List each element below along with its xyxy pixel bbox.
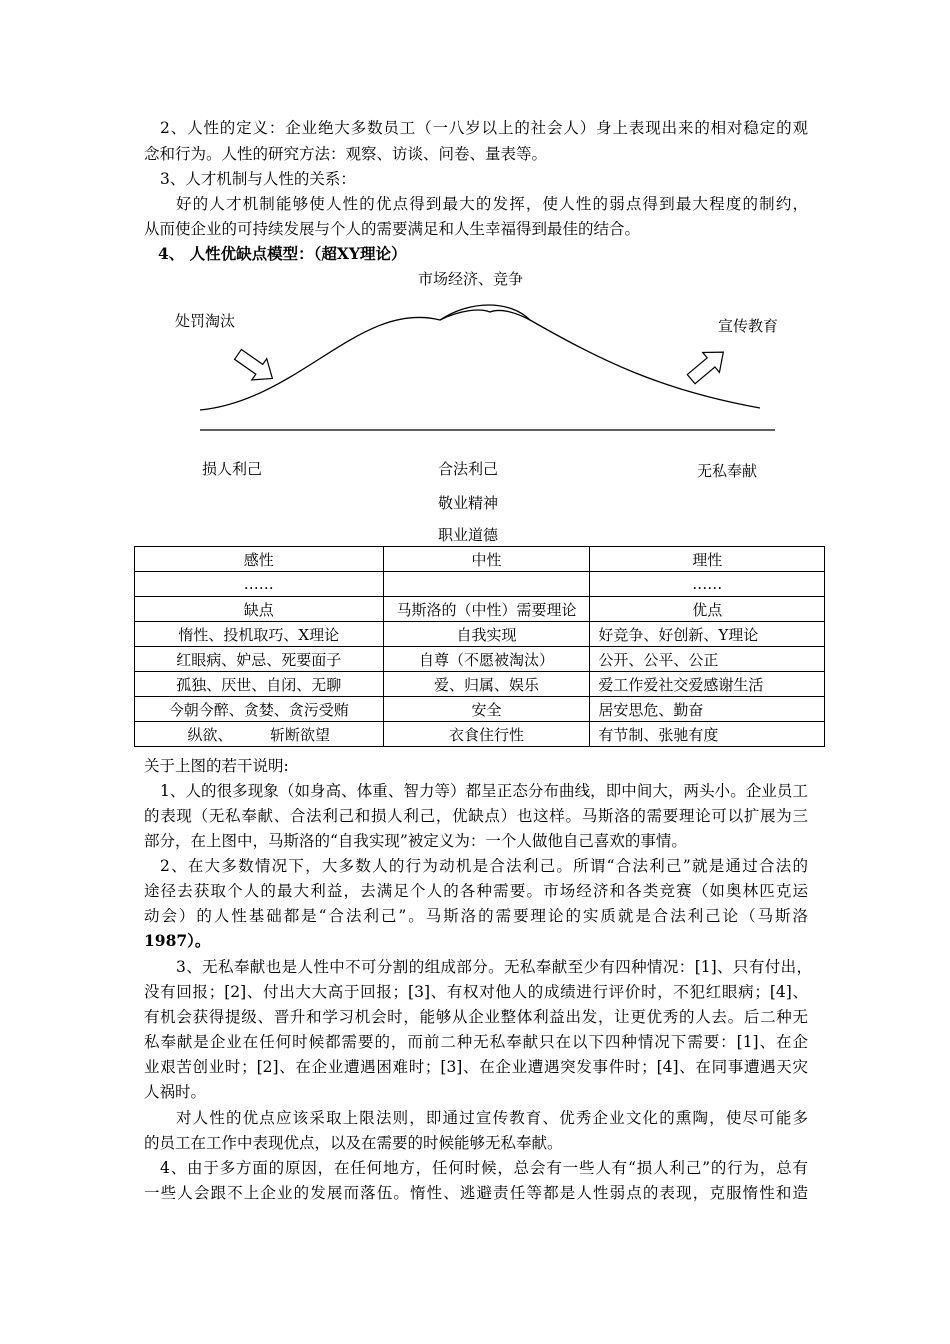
table-cell: 安全 (383, 697, 590, 722)
table-cell: 爱工作爱社交爱感谢生活 (590, 672, 825, 697)
table-cell: 缺点 (135, 597, 384, 622)
table-cell: 居安思危、勤奋 (590, 697, 825, 722)
diagram-left-top-label: 处罚淘汰 (175, 312, 236, 330)
table-cell: 自我实现 (383, 622, 590, 647)
sec3-heading: 3、人才机制与人性的关系： (160, 170, 356, 188)
notes-p5-line: 一些人会跟不上企业的发展而落伍。惰性、逃避责任等都是人性弱点的表现，克服惰性和造 (144, 1184, 808, 1202)
diagram-center-label-3: 职业道德 (438, 526, 499, 544)
table-cell: 好竞争、好创新、Y理论 (590, 622, 825, 647)
table-cell: 衣食住行性 (383, 722, 590, 747)
table-cell: 今朝今醉、贪婪、贪污受贿 (135, 697, 384, 722)
notes-p4-line: 的员工在工作中表现优点，以及在需要的时候能够无私奉献。 (144, 1134, 563, 1152)
sec2-line2: 念和行为。人性的研究方法：观察、访谈、问卷、量表等。 (144, 145, 548, 163)
table-row (135, 647, 825, 672)
sec2-line1: 2、人性的定义：企业绝大多数员工（一八岁以上的社会人）身上表现出来的相对稳定的观 (160, 119, 808, 137)
table-cell: 惰性、投机取巧、X理论 (135, 622, 384, 647)
table-cell: 优点 (590, 597, 825, 622)
notes-p2-line: 途径去获取个人的最大利益，去满足个人的各种需要。市场经济和各类竞赛（如奥林匹克运 (144, 882, 808, 900)
diagram-bottom-left-label: 损人利己 (202, 460, 263, 478)
table-row (135, 622, 825, 647)
table-cell: 感性 (135, 547, 384, 572)
diagram-bottom-right-label: 无私奉献 (697, 462, 758, 480)
diagram-right-top-label: 宣传教育 (718, 317, 779, 335)
table-cell: 自尊（不愿被淘汰） (383, 647, 590, 672)
notes-p1-line: 1、人的很多现象（如身高、体重、智力等）都呈正态分布曲线，即中间大，两头小。企业员工 (160, 782, 808, 800)
notes-p3-line: 有机会获得提级、晋升和学习机会时，能够从企业整体利益出发，让更优秀的人去。后二种无 (144, 1008, 808, 1026)
table-cell: 爱、归属、娱乐 (383, 672, 590, 697)
table-row (135, 597, 825, 622)
notes-p2-line: 1987）。 (144, 931, 211, 950)
table-cell: …… (590, 572, 825, 597)
table-cell: …… (135, 572, 384, 597)
notes-p1-line: 的表现（无私奉献、合法利己和损人利己，优缺点）也这样。马斯洛的需要理论可以扩展为三 (144, 807, 808, 825)
notes-p2-line: 动会）的人性基础都是“合法利己”。马斯洛的需要理论的实质就是合法利己论（马斯洛 (144, 907, 808, 925)
table-cell: 马斯洛的（中性）需要理论 (383, 597, 590, 622)
right-arrow-icon (683, 342, 732, 389)
table-cell: 理性 (590, 547, 825, 572)
notes-p3-line: 人祸时。 (144, 1083, 207, 1101)
table-cell: 公开、公平、公正 (590, 647, 825, 672)
table-row (135, 672, 825, 697)
sec3-line1: 好的人才机制能够使人性的优点得到最大的发挥，使人性的弱点得到最大程度的制约， (176, 195, 808, 213)
diagram-bottom-center-label: 合法利己 (438, 460, 499, 478)
table-cell: 纵欲、 斩断欲望 (135, 722, 384, 747)
left-arrow-icon (231, 344, 280, 389)
diagram-center-label-2: 敬业精神 (438, 494, 499, 512)
table-row (135, 697, 825, 722)
table-cell: 红眼病、妒忌、死要面子 (135, 647, 384, 672)
notes-p5-line: 4、由于多方面的原因，在任何地方，任何时候，总会有一些人有“损人利己”的行为，总有 (160, 1159, 808, 1177)
notes-p3-line: 业艰苦创业时；[2]、在企业遭遇困难时；[3]、在企业遭遇突发事件时；[4]、在同事遭遇天灾 (144, 1058, 808, 1076)
notes-p3-line: 3、无私奉献也是人性中不可分割的组成部分。无私奉献至少有四种情况：[1]、只有付出， (176, 958, 812, 976)
table-cell (383, 572, 590, 597)
notes-p2-line: 2、在大多数情况下，大多数人的行为动机是合法利己。所谓“合法利己”就是通过合法的 (160, 857, 808, 875)
diagram-top-label: 市场经济、竞争 (418, 270, 524, 288)
table-cell: 中性 (383, 547, 590, 572)
sec3-line2: 从而使企业的可持续发展与个人的需要满足和人生幸福得到最佳的结合。 (144, 220, 641, 238)
notes-p1-line: 部分，在上图中，马斯洛的“自我实现”被定义为：一个人做他自己喜欢的事情。 (144, 832, 687, 850)
bell-curve (200, 305, 760, 410)
table-row (135, 547, 825, 572)
notes-p3-line: 私奉献是企业在任何时候都需要的，而前二种无私奉献只在以下四种情况下需要：[1]、在企 (144, 1033, 808, 1051)
bell-curve-peak (440, 310, 530, 320)
table-row (135, 572, 825, 597)
notes-p3-line: 没有回报；[2]、付出大大高于回报；[3]、有权对他人的成绩进行评价时，不犯红眼病；[4]、 (144, 983, 808, 1001)
table-cell: 孤独、厌世、自闭、无聊 (135, 672, 384, 697)
personality-model-table (134, 546, 825, 747)
table-cell: 有节制、张驰有度 (590, 722, 825, 747)
table-row (135, 722, 825, 747)
sec4-heading: 4、 人性优缺点模型：（超XY理论） (158, 244, 407, 263)
notes-heading: 关于上图的若干说明: (144, 757, 289, 775)
notes-p4-line: 对人性的优点应该采取上限法则，即通过宣传教育、优秀企业文化的熏陶，使尽可能多 (176, 1109, 808, 1127)
